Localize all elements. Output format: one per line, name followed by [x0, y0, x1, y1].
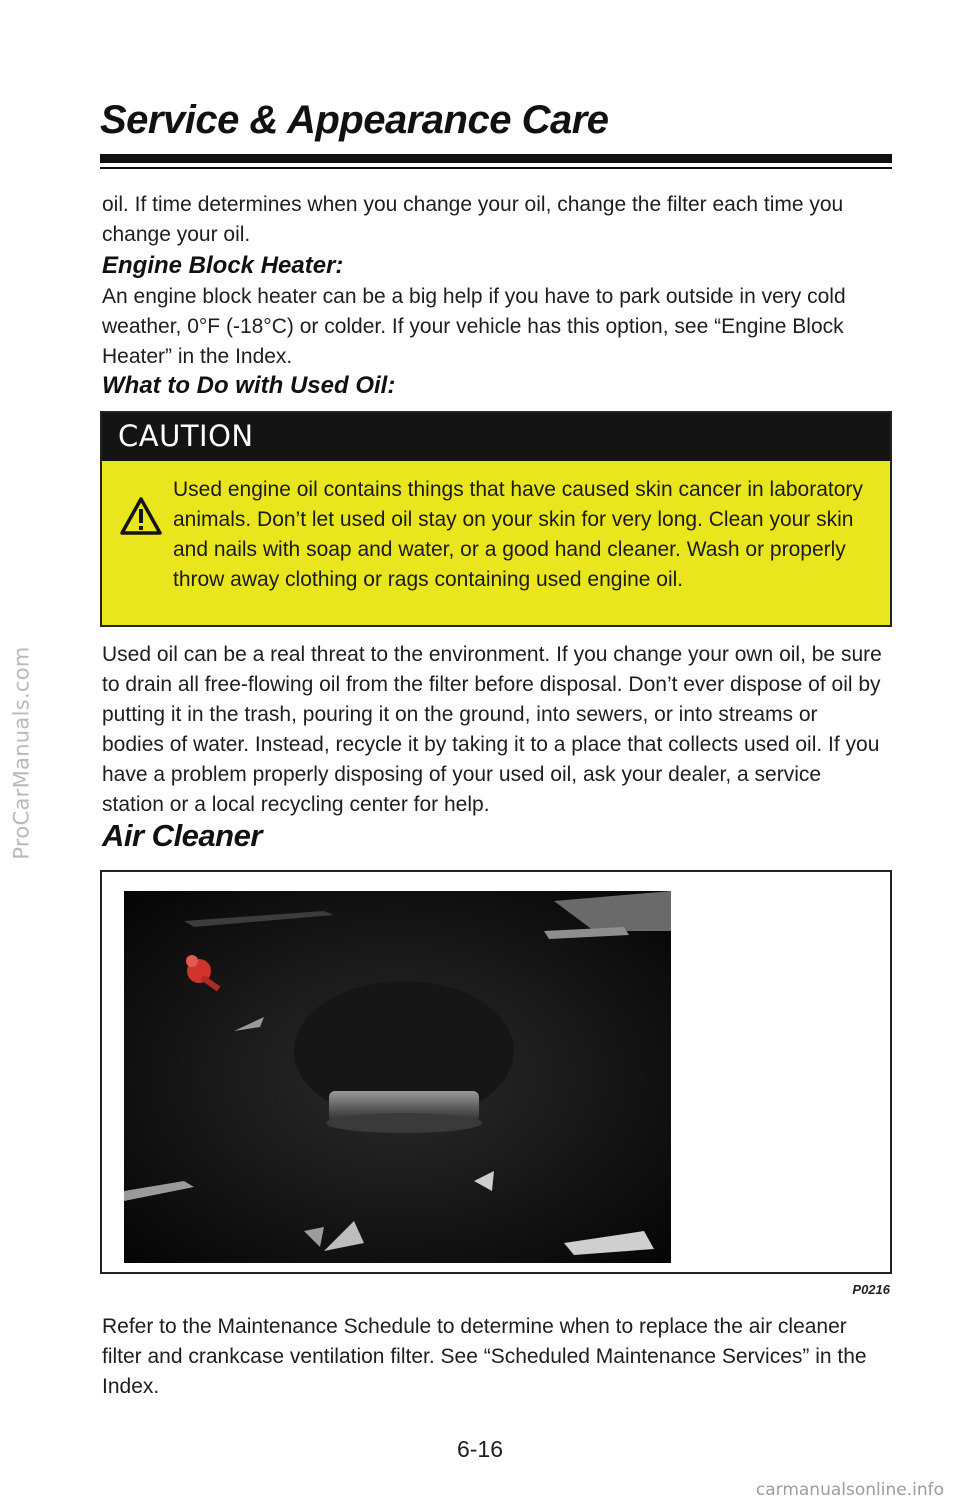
used-oil-paragraph: Used oil can be a real threat to the environment. If you change your own oil, be sure to drain all free-flowing oil from the filter before disposal. Don’t ever dispose of oil by putting it in the trash, pouring it on the ground, into sewers, or into streams or bodies of water. Instead, recycle it by taking it to a place that collects used oil. If you have a problem properly disposing of your used oil, ask your dealer, a service station or a local recycling center for help. [102, 643, 882, 816]
caution-box [100, 411, 892, 627]
page-number: 6-16 [456, 1436, 504, 1462]
header-rule-thin [100, 167, 892, 169]
caution-text: Used engine oil contains things that have caused skin cancer in laboratory animals. Don’t let used oil stay on your skin for very long. Clean your skin and nails with soap and water, or a good hand cleaner. Wash or properly throw away clothing or rags containing used engine oil. [173, 478, 863, 591]
caution-bar [102, 413, 890, 461]
side-watermark-text: ProCarManuals.com [10, 646, 35, 860]
air-cleaner-heading: Air Cleaner [102, 818, 262, 853]
engine-block-heater-paragraph: An engine block heater can be a big help if you have to park outside in very cold weather, 0°F (-18°C) or colder. If your vehicle has this option, see “Engine Block Heater” in the Index. [102, 285, 846, 368]
figure-code: P0216 [852, 1282, 890, 1297]
intro-paragraph: oil. If time determines when you change your oil, change the filter each time you change your oil. [102, 193, 844, 246]
air-cleaner-photo [124, 891, 671, 1263]
page-title: Service & Appearance Care [100, 98, 609, 142]
engine-block-heater-heading: Engine Block Heater: [102, 252, 344, 279]
used-oil-heading: What to Do with Used Oil: [102, 372, 396, 399]
air-cleaner-paragraph: Refer to the Maintenance Schedule to determine when to replace the air cleaner filter and crankcase ventilation filter. See “Scheduled Maintenance Services” in the Index. [102, 1315, 867, 1398]
header-rule-thick [100, 154, 892, 163]
warning-triangle-icon [120, 497, 162, 535]
side-watermark [2, 0, 42, 1506]
caution-label: CAUTION [118, 419, 254, 453]
footer-watermark: carmanualsonline.info [755, 1480, 944, 1500]
